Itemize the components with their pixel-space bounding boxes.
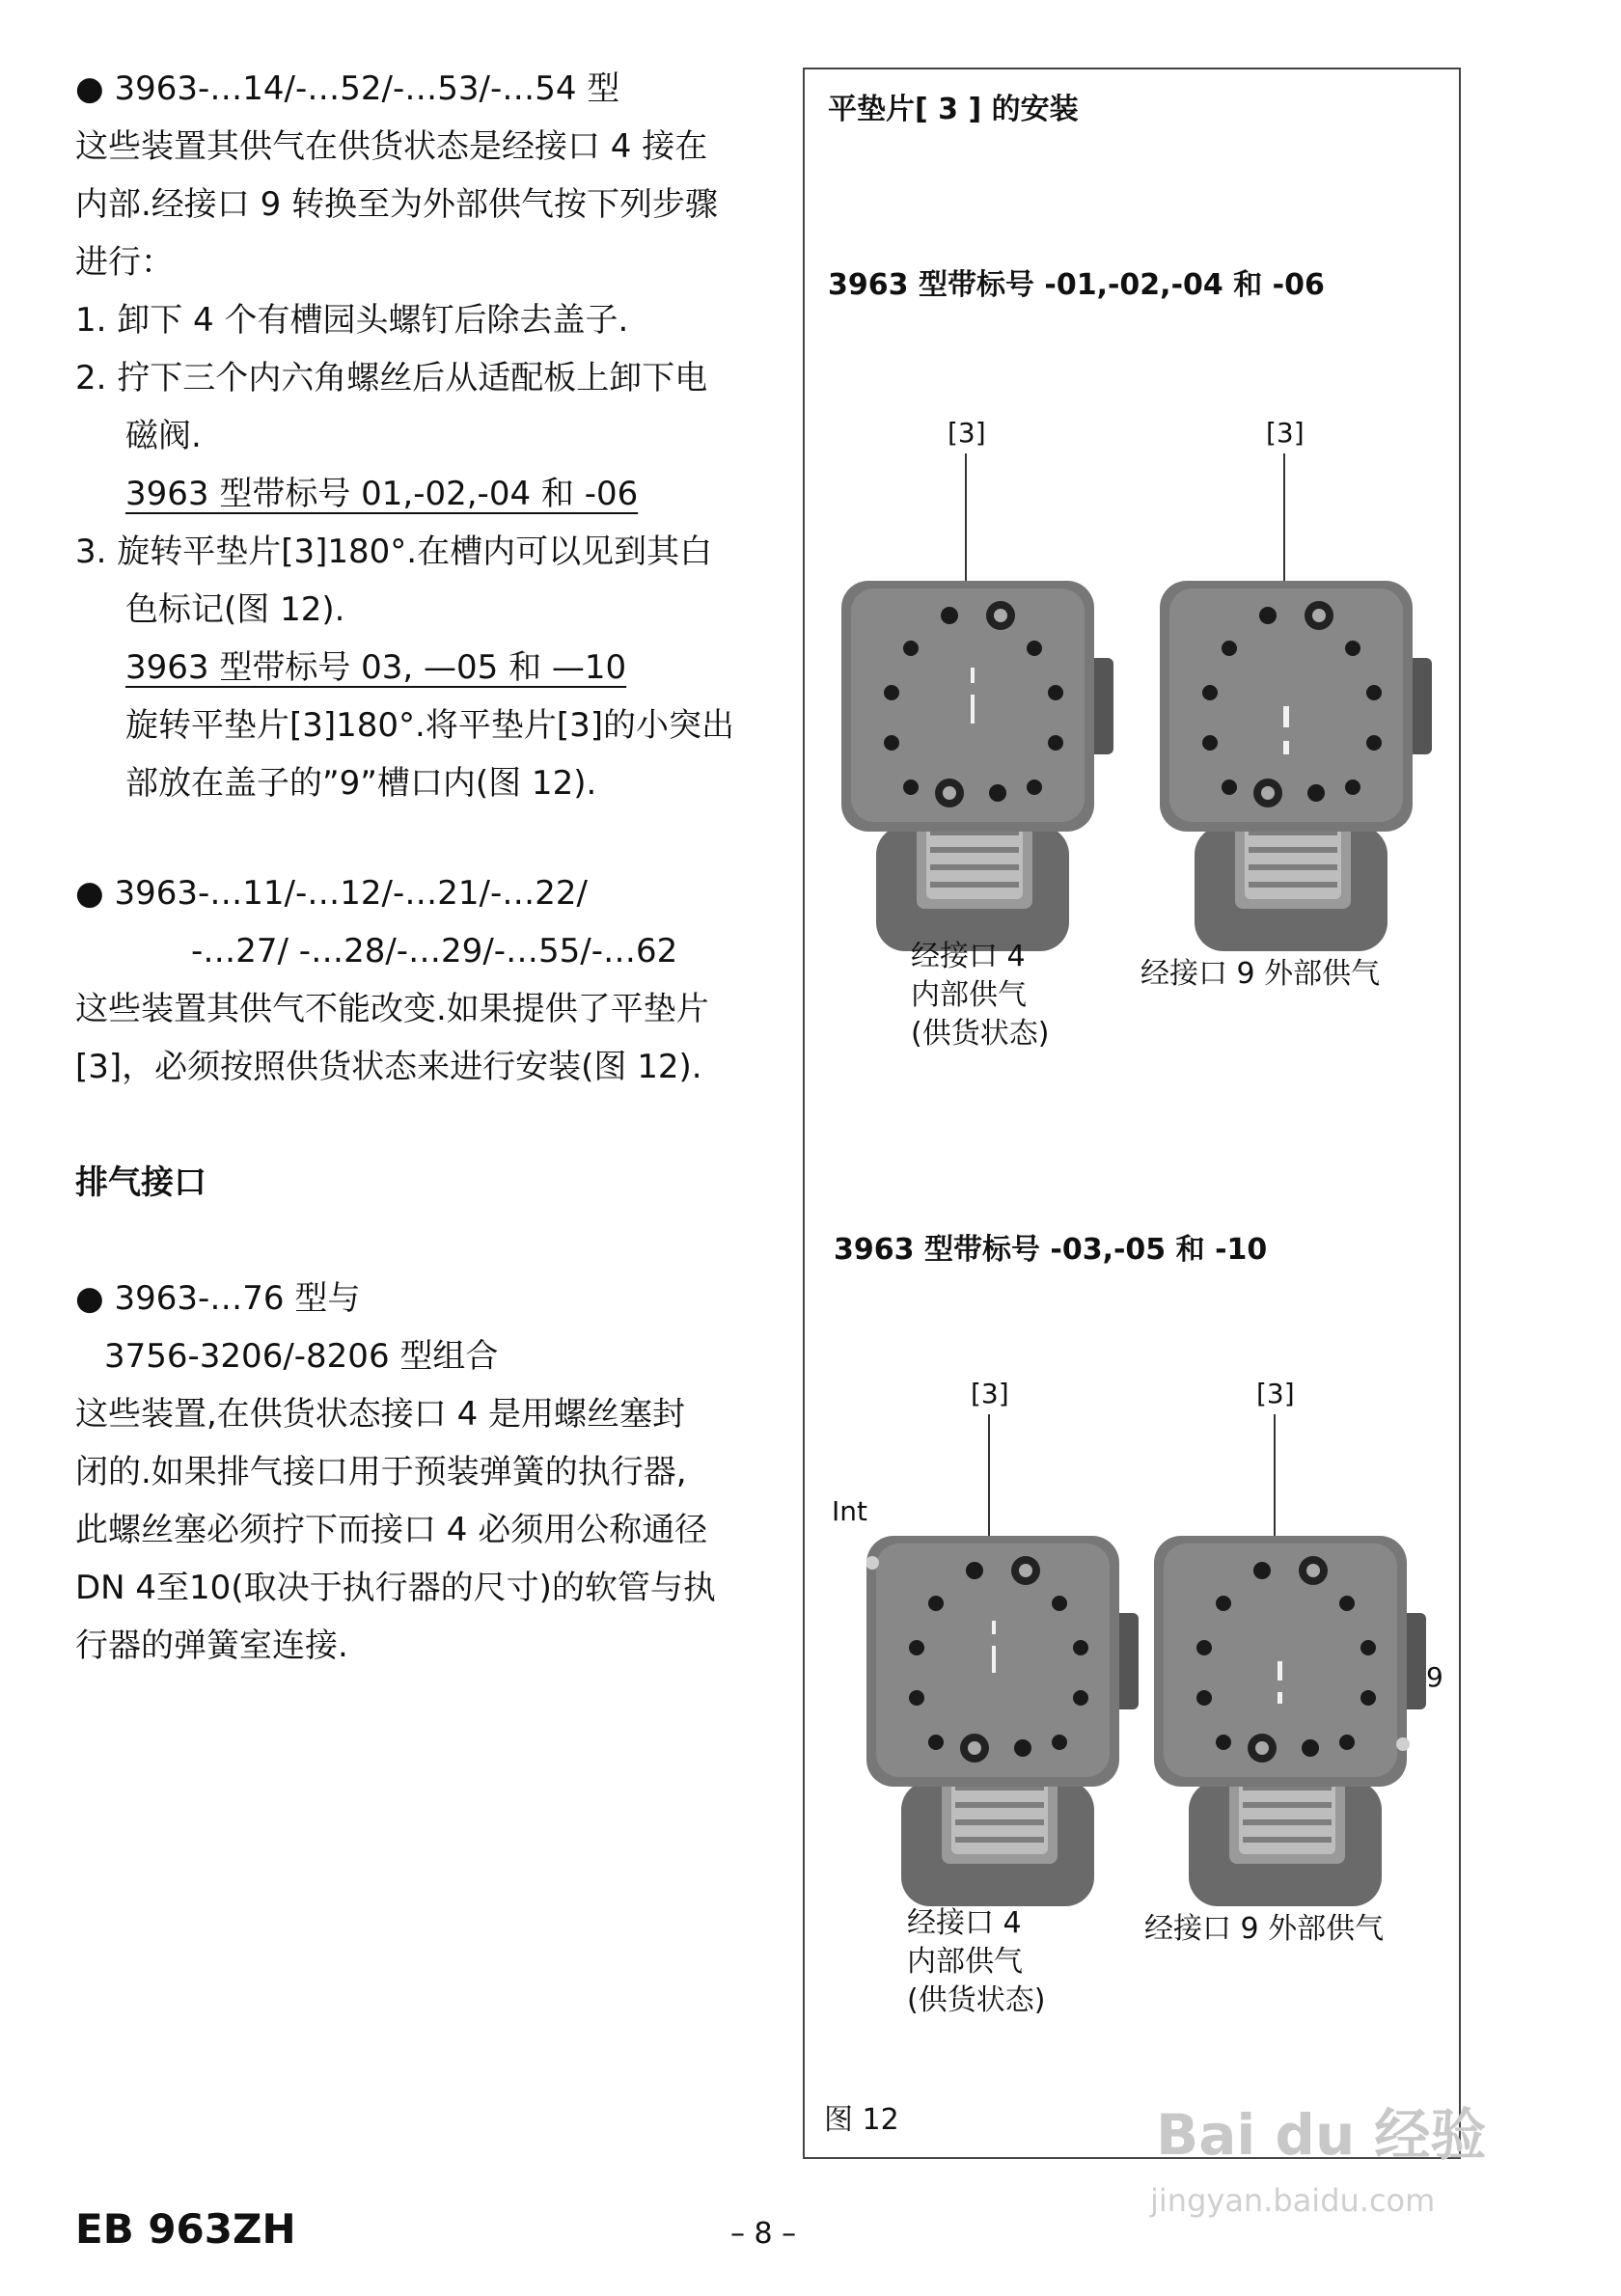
port9-label: 9 — [1426, 1661, 1443, 1693]
section2-title2: -…27/ -…28/-…29/-…55/-…62 — [191, 932, 678, 970]
solenoid-valve-image — [1154, 1459, 1434, 1912]
heading-exhaust: 排气接口 — [75, 1163, 206, 1202]
label-internal-supply: 内部供气 — [907, 1945, 1023, 1979]
ref-label: [3] — [948, 417, 986, 449]
sub-heading-b: 3963 型带标号 03, —05 和 —10 — [125, 648, 627, 687]
label-delivery-state: (供货状态) — [911, 1017, 1050, 1051]
s1-line3: 进行： — [75, 243, 174, 282]
section3-title2: 3756-3206/-8206 型组合 — [104, 1337, 499, 1376]
caption-bottom: 3963 型带标号 -03,-05 和 -10 — [834, 1233, 1268, 1267]
label-delivery-state: (供货状态) — [907, 1983, 1046, 2017]
step-2a: 2. 拧下三个内六角螺丝后从适配板上卸下电 — [75, 359, 708, 397]
step-3c: 旋转平垫片[3]180°.将平垫片[3]的小突出 — [125, 706, 735, 745]
baidu-watermark-logo: Bai du 经验 — [1156, 2102, 1487, 2168]
label-internal-port4: 经接口 4 — [911, 940, 1026, 973]
step-3a: 3. 旋转平垫片[3]180°.在槽内可以见到其白 — [75, 533, 713, 571]
figure-number: 图 12 — [824, 2103, 899, 2137]
s3-line2: 闭的.如果排气接口用于预装弹簧的执行器, — [75, 1453, 687, 1491]
section1-title: ● 3963-…14/-…52/-…53/-…54 型 — [75, 69, 620, 108]
figure-box — [803, 68, 1461, 2159]
section2-title1: ● 3963-…11/-…12/-…21/-…22/ — [75, 874, 588, 913]
ref-label: [3] — [1256, 1378, 1295, 1409]
ref-label: [3] — [1266, 417, 1305, 449]
figure-title: 平垫片[ 3 ] 的安装 — [828, 93, 1079, 126]
s2-line2: [3]，必须按照供货状态来进行安装(图 12). — [75, 1048, 702, 1086]
page-number: – 8 – — [730, 2217, 797, 2251]
sub-heading-a: 3963 型带标号 01,-02,-04 和 -06 — [125, 475, 639, 513]
section3-title1: ● 3963-…76 型与 — [75, 1279, 361, 1318]
label-internal-supply: 内部供气 — [911, 978, 1027, 1012]
solenoid-valve-image — [866, 1459, 1146, 1912]
step-1: 1. 卸下 4 个有槽园头螺钉后除去盖子. — [75, 301, 629, 340]
label-external-port9: 经接口 9 外部供气 — [1140, 957, 1381, 991]
s3-line5: 行器的弹簧室连接. — [75, 1626, 348, 1665]
s3-line1: 这些装置,在供货状态接口 4 是用螺丝塞封 — [75, 1395, 686, 1434]
caption-top: 3963 型带标号 -01,-02,-04 和 -06 — [828, 268, 1325, 302]
s3-line4: DN 4至10(取决于执行器的尺寸)的软管与执 — [75, 1569, 716, 1607]
label-internal-port4: 经接口 4 — [907, 1906, 1022, 1940]
s1-line1: 这些装置其供气在供货状态是经接口 4 接在 — [75, 127, 708, 166]
solenoid-valve-image — [841, 504, 1121, 957]
int-port-label: Int — [832, 1495, 867, 1527]
s2-line1: 这些装置其供气不能改变.如果提供了平垫片 — [75, 990, 709, 1028]
baidu-watermark-url: jingyan.baidu.com — [1150, 2182, 1436, 2219]
ref-label: [3] — [971, 1378, 1009, 1409]
step-3b: 色标记(图 12). — [125, 590, 345, 629]
s1-line2: 内部.经接口 9 转换至为外部供气按下列步骤 — [75, 185, 719, 224]
left-column — [75, 60, 751, 1675]
document-id: EB 963ZH — [75, 2205, 296, 2253]
label-external-port9: 经接口 9 外部供气 — [1144, 1912, 1385, 1946]
s3-line3: 此螺丝塞必须拧下而接口 4 必须用公称通径 — [75, 1511, 708, 1549]
step-2b: 磁阀. — [125, 417, 202, 455]
solenoid-valve-image — [1160, 504, 1440, 957]
step-3d: 部放在盖子的”9”槽口内(图 12). — [125, 764, 597, 803]
